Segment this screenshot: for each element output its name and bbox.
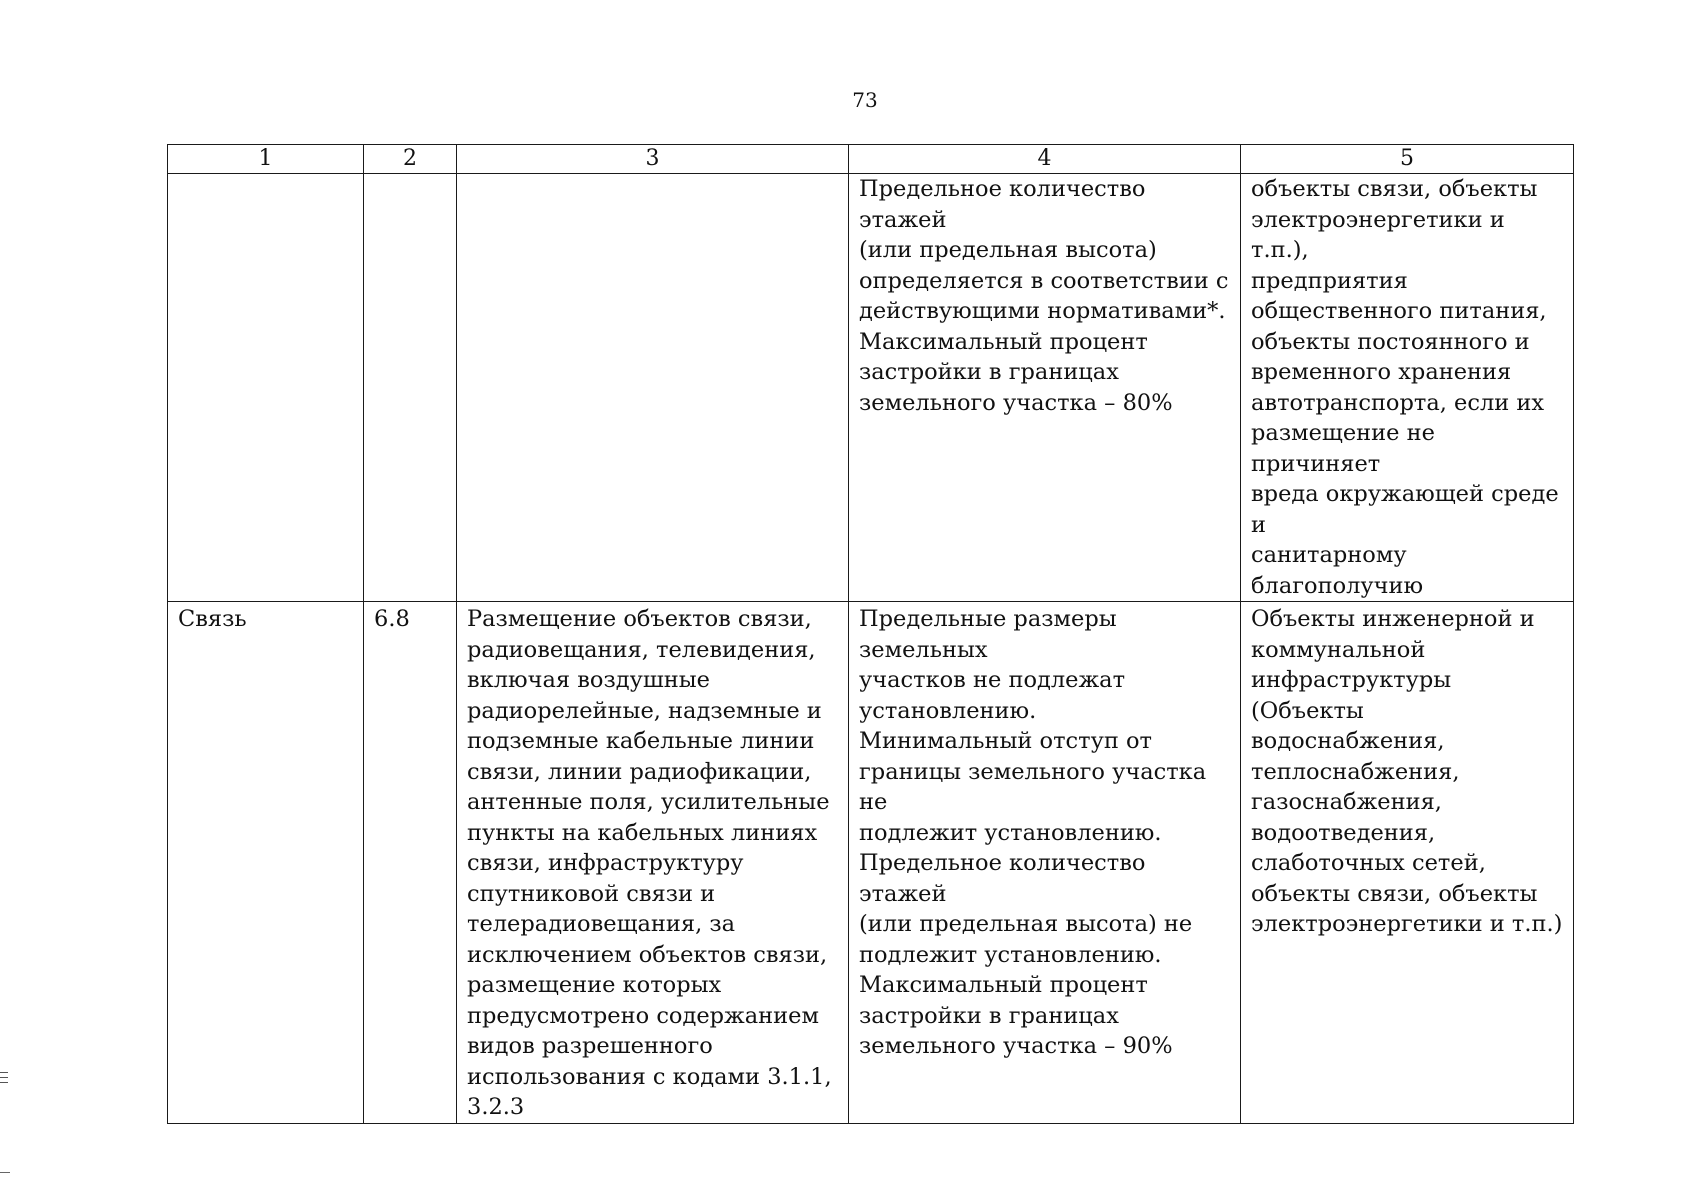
auxiliary-uses-cell: объекты связи, объекты электроэнергетики и т.п.), предприятия общественного питания, объекты постоянного и временного хранения автотранспорта, если их размещение не причиняет вреда окружающей среде и санитарному благополучию <box>1241 174 1574 602</box>
table-header-row <box>168 145 1574 174</box>
use-description-cell <box>457 174 849 602</box>
use-description-cell: Размещение объектов связи, радиовещания, телевидения, включая воздушные радиорелейные, надземные и подземные кабельные линии связи, линии радиофикации, антенные поля, усилительные пункты на кабельных линиях связи, инфраструктуру спутниковой связи и телерадиовещания, за исключением объектов связи, размещение которых предусмотрено содержанием видов разрешенного использования с кодами 3.1.1, 3.2.3 <box>457 602 849 1124</box>
table-row <box>168 174 1574 602</box>
scan-mark <box>0 1072 8 1073</box>
page-number: 73 <box>852 88 878 112</box>
scan-mark <box>0 1082 8 1083</box>
column-header-2: 2 <box>364 145 457 174</box>
use-code-cell: 6.8 <box>364 602 457 1124</box>
parameters-cell: Предельные размеры земельных участков не подлежат установлению. Минимальный отступ от границы земельного участка не подлежит установлению. Предельное количество этажей (или предельная высота) не подлежит установлению. Максимальный процент застройки в границах земельного участка – 90% <box>849 602 1241 1124</box>
column-header-4: 4 <box>849 145 1241 174</box>
column-header-3: 3 <box>457 145 849 174</box>
auxiliary-uses-cell: Объекты инженерной и коммунальной инфраструктуры (Объекты водоснабжения, теплоснабжения, газоснабжения, водоотведения, слаботочных сетей, объекты связи, объекты электроэнергетики и т.п.) <box>1241 602 1574 1124</box>
use-code-cell <box>364 174 457 602</box>
margin-scan-marks <box>0 1072 8 1087</box>
scan-mark <box>0 1077 8 1078</box>
column-header-1: 1 <box>168 145 364 174</box>
use-name-cell: Связь <box>168 602 364 1124</box>
margin-scan-dash <box>0 1172 10 1173</box>
parameters-cell: Предельное количество этажей (или предельная высота) определяется в соответствии с действующими нормативами*. Максимальный процент застройки в границах земельного участка – 80% <box>849 174 1241 602</box>
use-name-cell <box>168 174 364 602</box>
column-header-5: 5 <box>1241 145 1574 174</box>
table-row <box>168 602 1574 1124</box>
zoning-table <box>167 144 1574 1124</box>
